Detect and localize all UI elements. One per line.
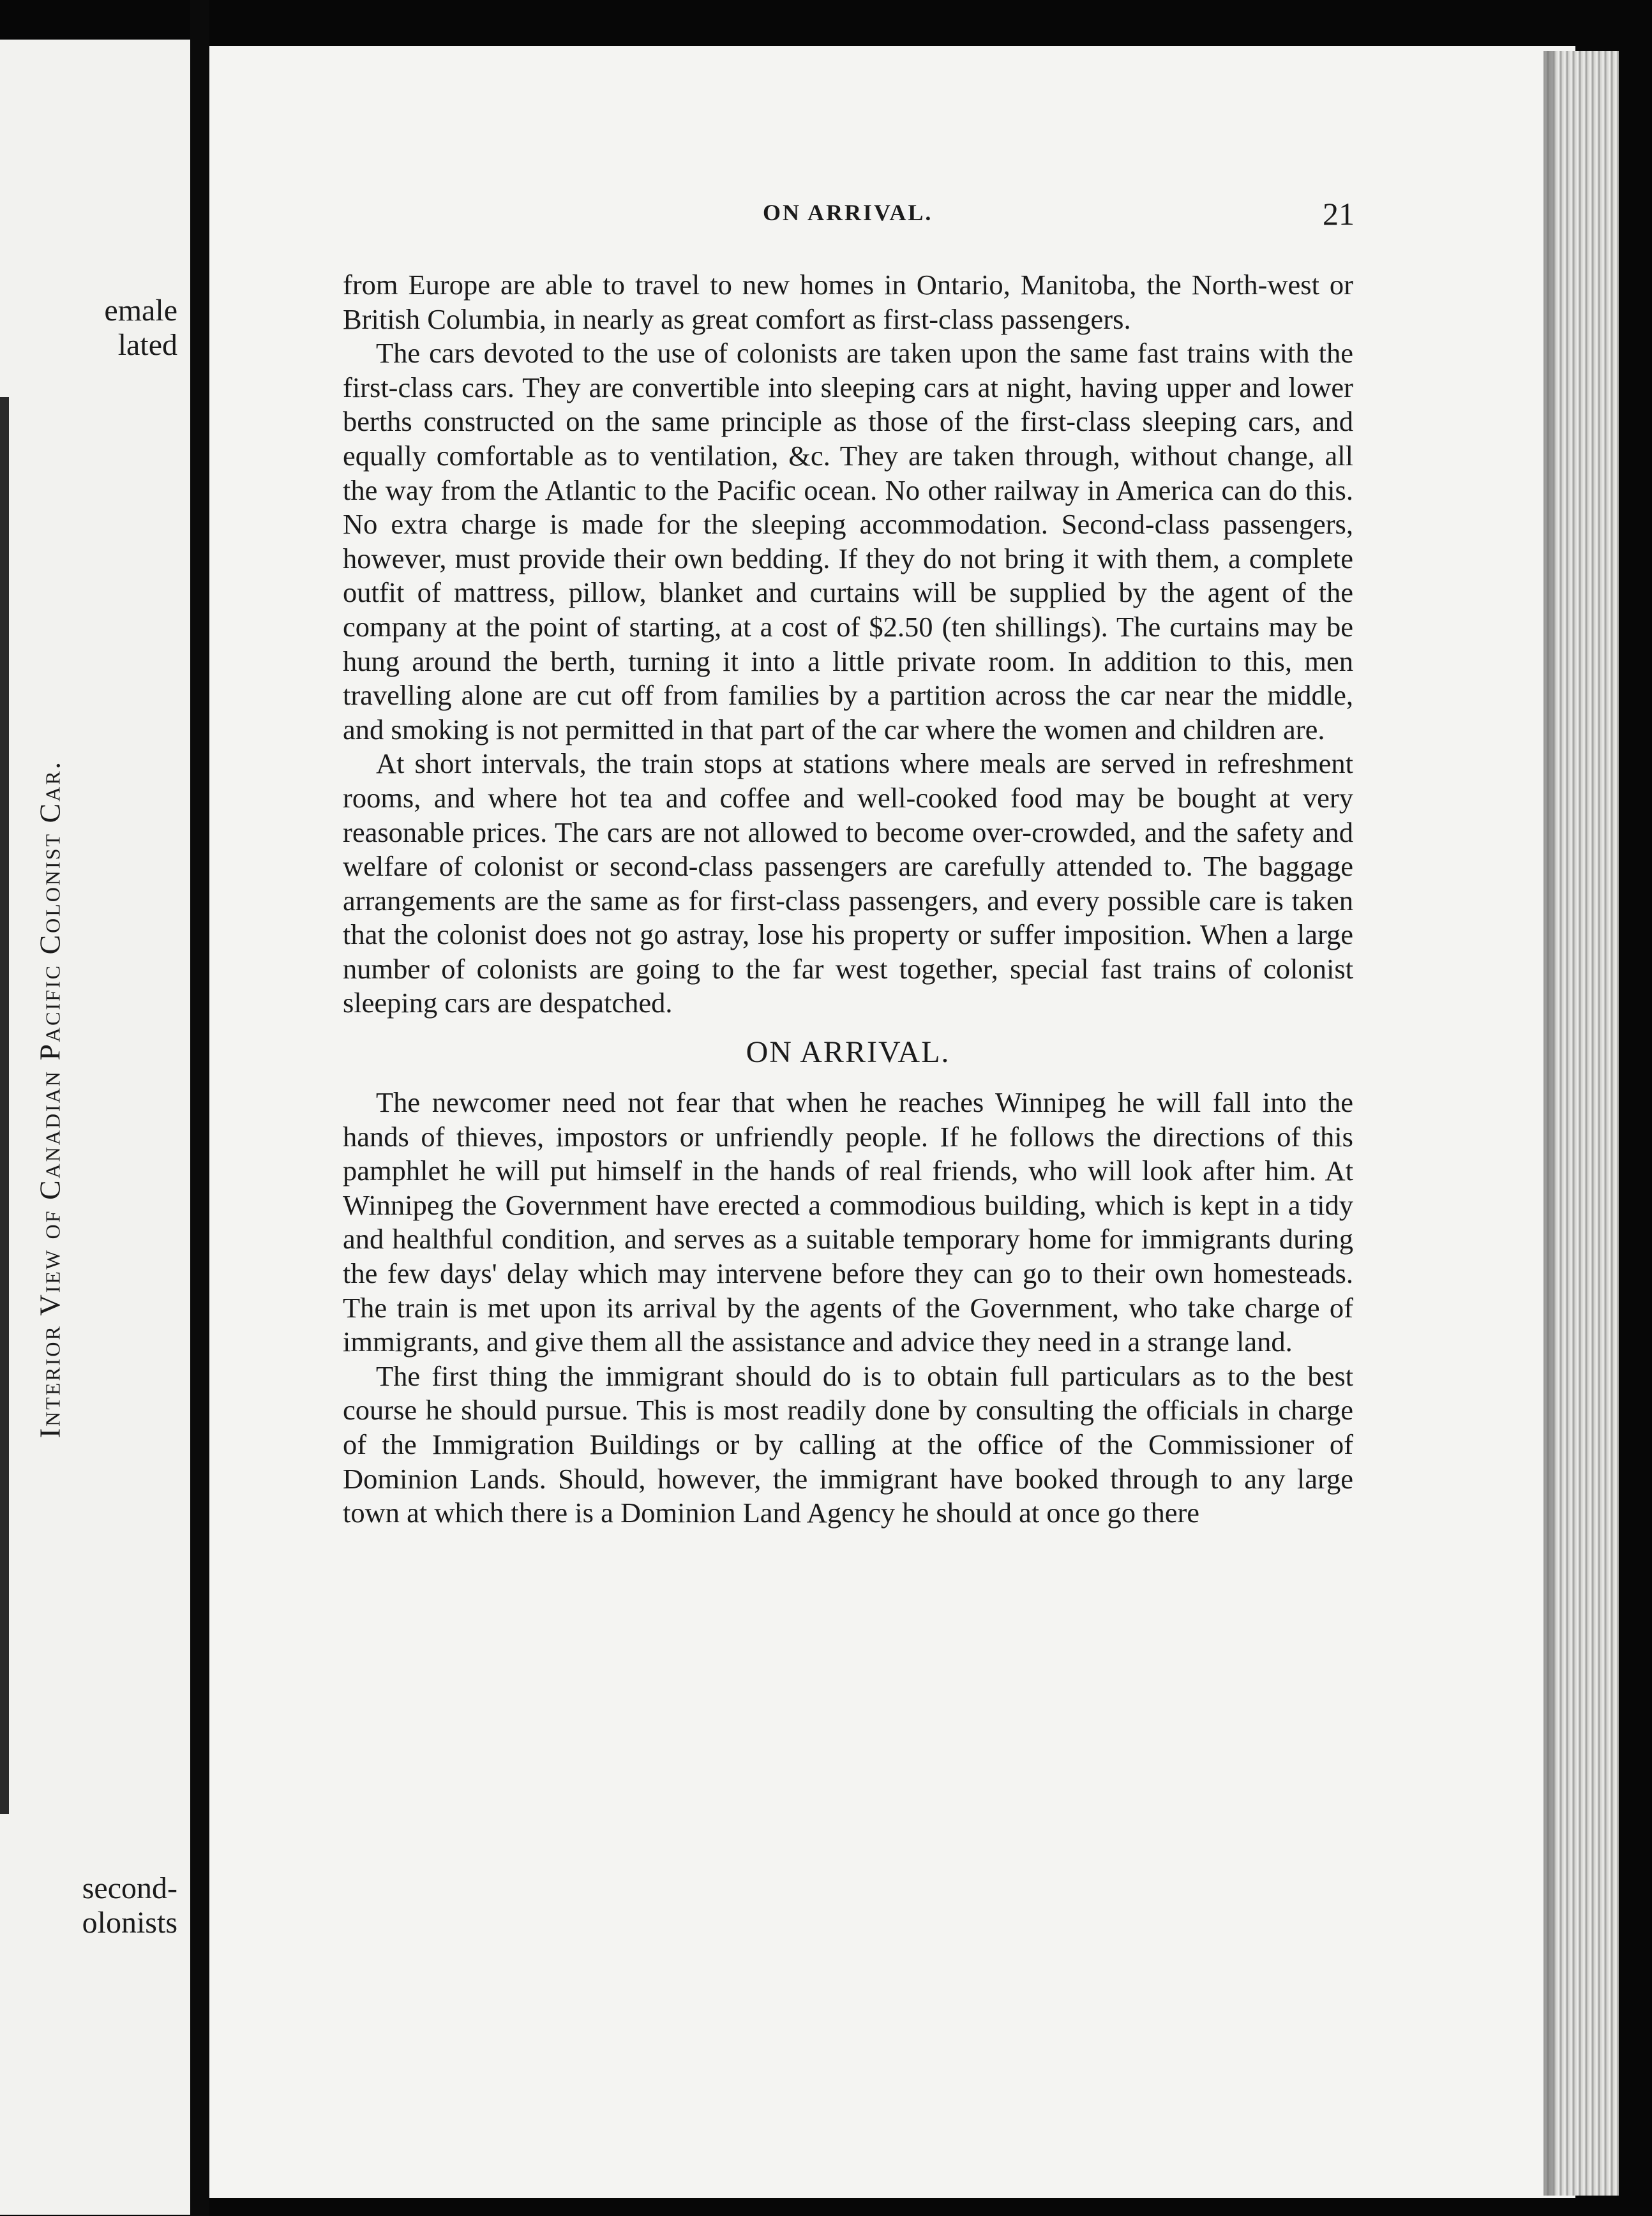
paragraph-winnipeg-arrival: The newcomer need not fear that when he reaches Winnipeg he will fall into the hands of thieves, impostors or unfriendly people. If he follows the directions of this pamphlet he will put himself in the hands of real friends, who will look after him. At Winnipeg the Government have erected a commodious building, which is kept in a tidy and healthful condition, and serves as a suitable temporary home for immigrants during the few days' delay which may intervene before they can go to their own homesteads. The train is met upon its arrival by the agents of the Government, who take charge of immigrants, and give them all the assistance and advice they need in a strange land. [343,1086,1353,1358]
paragraph-meals-and-baggage: At short intervals, the train stops at stations where meals are served in refreshment rooms, and where hot tea and coffee and well-cooked food may be bought at very reasonable prices. The cars are not allowed to become over-crowded, and the safety and welfare of colonist or second-class passengers are carefully attended to. The baggage arrangements are the same as for first-class passengers, and every possible care is taken that the colonist does not go astray, lose his property or suffer imposition. When a large number of colonists are going to the far west together, special fast trains of colonist sleeping cars are despatched. [343,747,1353,1019]
running-header: ON ARRIVAL. [763,200,933,225]
facing-page-text-fragment-bottom [82,1871,177,1940]
fragment-line: emale [104,294,177,327]
page-number: 21 [1323,196,1355,232]
plate-image-edge [0,397,9,1814]
page-edges-shadow [1543,51,1554,2196]
facing-page [0,40,190,2215]
paragraph-colonist-cars: The cars devoted to the use of colonists are taken upon the same fast trains with the first-class cars. They are convertible into sleeping cars at night, having upper and lower berths constructed on the same principle as those of the first-class sleeping cars, and equally comfortable as to ventilation, &c. They are taken through, without change, all the way from the Atlantic to the Pacific ocean. No other railway in America can do this. No extra charge is made for the sleeping accommodation. Second-class passengers, however, must provide their own bedding. If they do not bring it with them, a complete outfit of mattress, pillow, blanket and curtains will be supplied by the agent of the company at the point of starting, at a cost of $2.50 (ten shillings). The curtains may be hung around the berth, turning it into a little private room. In addition to this, men travelling alone are cut off from families by a partition across the car near the middle, and smoking is not permitted in that part of the car where the women and children are. [343,337,1353,745]
book-gutter [190,0,209,2216]
section-heading: ON ARRIVAL. [746,1035,950,1070]
body-text [343,268,1353,1531]
fragment-line: olonists [82,1906,177,1940]
plate-caption-text: Interior View of Canadian Pacific Colonist Car. [33,760,66,1439]
facing-page-text-fragment-top [104,294,177,363]
fragment-line: lated [117,328,177,362]
paragraph-first-steps: The first thing the immigrant should do is to obtain full particulars as to the best course he should pursue. This is most readily done by consulting the officials in charge of the Immigration Buildings or by calling at the office of the Commissioner of Dominion Lands. Should, however, the immigrant have booked through to any large town at which there is a Dominion Land Agency he should at once go there [343,1359,1353,1529]
paragraph-continued: from Europe are able to travel to new homes in Ontario, Manitoba, the North-west or British Columbia, in nearly as great comfort as first-class passengers. [343,269,1353,335]
page-edges [1543,51,1619,2196]
fragment-line: second- [82,1871,177,1905]
